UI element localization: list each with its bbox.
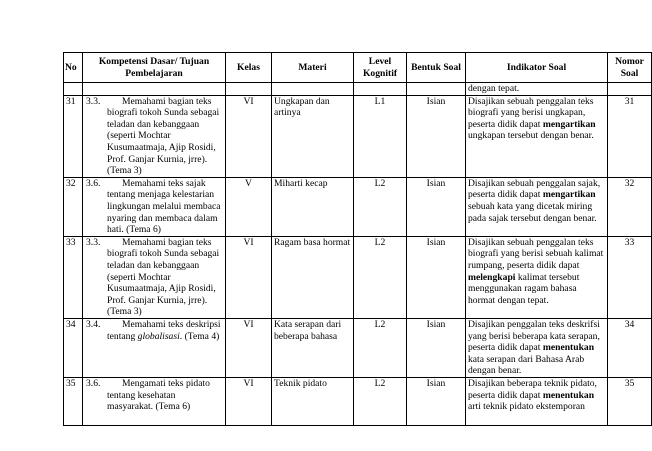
bentuk-cell: Isian bbox=[407, 236, 466, 318]
header-bentuk: Bentuk Soal bbox=[407, 53, 466, 83]
indicator-cell: Disajikan sebuah penggalan teks biografi yang berisi sebuah kalimat rumpang, peserta didik dapat melengkapi kalimat tersebut menggunakan ragam bahasa hormat dengan tepat. bbox=[466, 236, 608, 318]
kelas-cell: VI bbox=[226, 95, 272, 177]
kisi-kisi-table bbox=[63, 52, 652, 426]
question-number-cell: 31 bbox=[608, 95, 652, 177]
header-no: No bbox=[64, 53, 83, 83]
question-number-cell: 35 bbox=[608, 377, 652, 425]
table-row bbox=[64, 377, 652, 425]
indicator-continuation: dengan tepat. bbox=[466, 83, 608, 96]
header-kompetensi: Kompetensi Dasar/ Tujuan Pembelajaran bbox=[83, 53, 226, 83]
level-cell: L2 bbox=[354, 377, 407, 425]
competency-cell: 3.6. Memahami teks sajak tentang menjaga kelestarian lingkungan melalui membaca nyaring dan membaca dalam hati. (Tema 6) bbox=[83, 177, 226, 236]
header-kelas: Kelas bbox=[226, 53, 272, 83]
table-row bbox=[64, 95, 652, 177]
header-indikator: Indikator Soal bbox=[466, 53, 608, 83]
table-row-continuation bbox=[64, 83, 652, 96]
level-cell: L1 bbox=[354, 95, 407, 177]
indicator-cell: Disajikan penggalan teks deskrifsi yang berisi beberapa kata serapan, peserta didik dapat menentukan kata serapan dari Bahasa Arab dengan benar. bbox=[466, 318, 608, 377]
materi-cell: Ungkapan dan artinya bbox=[272, 95, 354, 177]
competency-cell: 3.3. Memahami bagian teks biografi tokoh Sunda sebagai teladan dan kebanggaan (seperti Mochtar Kusumaatmaja, Ajip Rosidi, Prof. Ganjar Kurnia, jrre). (Tema 3) bbox=[83, 95, 226, 177]
header-level: Level Kognitif bbox=[354, 53, 407, 83]
row-number: 35 bbox=[64, 377, 83, 425]
row-number: 31 bbox=[64, 95, 83, 177]
competency-cell: 3.6. Mengamati teks pidato tentang kesehatan masyarakat. (Tema 6) bbox=[83, 377, 226, 425]
competency-cell: 3.3. Memahami bagian teks biografi tokoh Sunda sebagai teladan dan kebanggaan (seperti Mochtar Kusumaatmaja, Ajip Rosidi, Prof. Ganjar Kurnia, jrre). (Tema 3) bbox=[83, 236, 226, 318]
question-number-cell: 34 bbox=[608, 318, 652, 377]
table-row bbox=[64, 177, 652, 236]
kelas-cell: V bbox=[226, 177, 272, 236]
indicator-cell: Disajikan sebuah penggalan teks biografi yang berisi ungkapan, peserta didik dapat mengartikan ungkapan tersebut dengan benar. bbox=[466, 95, 608, 177]
row-number: 34 bbox=[64, 318, 83, 377]
bentuk-cell: Isian bbox=[407, 318, 466, 377]
materi-cell: Ragam basa hormat bbox=[272, 236, 354, 318]
materi-cell: Kata serapan dari beberapa bahasa bbox=[272, 318, 354, 377]
question-number-cell: 32 bbox=[608, 177, 652, 236]
indicator-cell: Disajikan sebuah penggalan sajak, peserta didik dapat mengartikan sebuah kata yang dicetak miring pada sajak tersebut dengan benar. bbox=[466, 177, 608, 236]
header-nomor: Nomor Soal bbox=[608, 53, 652, 83]
row-number: 33 bbox=[64, 236, 83, 318]
question-number-cell: 33 bbox=[608, 236, 652, 318]
table-row bbox=[64, 236, 652, 318]
materi-cell: Teknik pidato bbox=[272, 377, 354, 425]
indicator-cell: Disajikan beberapa teknik pidato, peserta didik dapat menentukan arti teknik pidato ekstemporan bbox=[466, 377, 608, 425]
kelas-cell: VI bbox=[226, 236, 272, 318]
kelas-cell: VI bbox=[226, 318, 272, 377]
table-row bbox=[64, 318, 652, 377]
level-cell: L2 bbox=[354, 318, 407, 377]
bentuk-cell: Isian bbox=[407, 177, 466, 236]
level-cell: L2 bbox=[354, 177, 407, 236]
bentuk-cell: Isian bbox=[407, 377, 466, 425]
kelas-cell: VI bbox=[226, 377, 272, 425]
bentuk-cell: Isian bbox=[407, 95, 466, 177]
level-cell: L2 bbox=[354, 236, 407, 318]
competency-cell: 3.4. Memahami teks deskripsi tentang globalisasi. (Tema 4) bbox=[83, 318, 226, 377]
header-materi: Materi bbox=[272, 53, 354, 83]
table-header-row bbox=[64, 53, 652, 83]
row-number: 32 bbox=[64, 177, 83, 236]
materi-cell: Miharti kecap bbox=[272, 177, 354, 236]
